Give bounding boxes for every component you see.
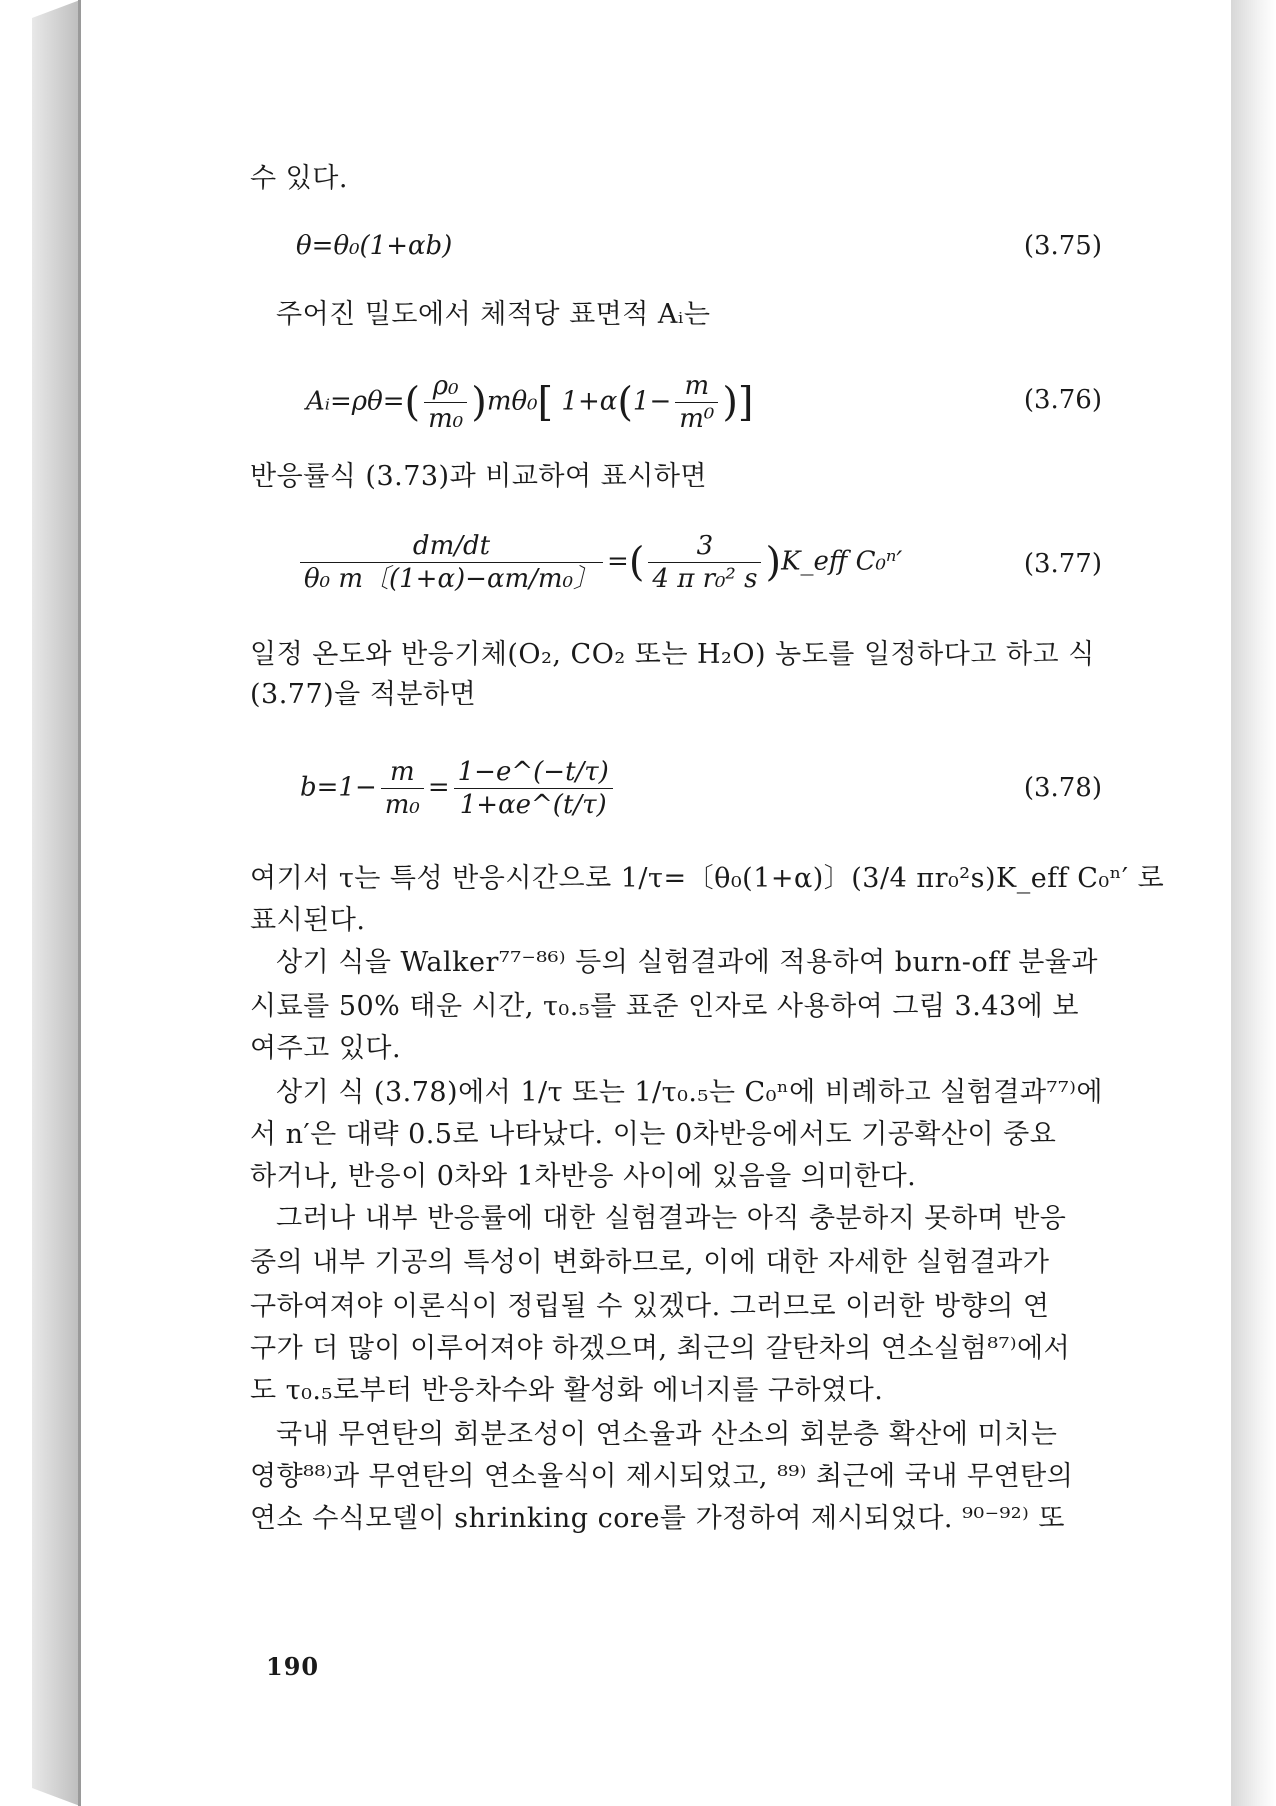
fraction (454, 756, 613, 821)
text-line: 여주고 있다. (250, 1033, 402, 1064)
equation-number: (3.78) (1023, 773, 1102, 803)
text-line: (3.77)을 적분하면 (250, 679, 477, 710)
equation-term: 1− (632, 386, 672, 417)
text-line: 영향⁸⁸⁾과 무연탄의 연소율식이 제시되었고, ⁸⁹⁾ 최근에 국내 무연탄의 (250, 1461, 1074, 1492)
fraction (648, 530, 761, 595)
text-line: 그러나 내부 반응률에 대한 실험결과는 아직 충분하지 못하며 반응 (276, 1203, 1067, 1234)
equation-term: K_eff C₀ⁿ′ (781, 546, 903, 577)
equation-term: 1+α (561, 386, 618, 417)
text-line: 중의 내부 기공의 특성이 변화하므로, 이에 대한 자세한 실험결과가 (250, 1247, 1050, 1278)
equation-body: θ=θ₀(1+αb) (296, 231, 453, 261)
text-line: 국내 무연탄의 회분조성이 연소율과 산소의 회분층 확산에 미치는 (276, 1419, 1058, 1450)
book-spine (32, 0, 80, 1806)
page-edge-shadow (1231, 0, 1276, 1806)
text-line: 일정 온도와 반응기체(O₂, CO₂ 또는 H₂O) 농도를 일정하다고 하고 식 (250, 639, 1095, 670)
text-line: 표시된다. (250, 905, 366, 936)
fraction (381, 756, 424, 821)
text-line: 하거나, 반응이 0차와 1차반응 사이에 있음을 의미한다. (250, 1161, 917, 1192)
text-line: 여기서 τ는 특성 반응시간으로 1/τ=〔θ₀(1+α)〕(3/4 πr₀²s)K_eff C₀ⁿ′ 로 (250, 863, 1165, 894)
equation-term: mθ₀ (486, 386, 538, 417)
fraction-numerator: 3 (648, 530, 761, 563)
equals-sign: = (607, 546, 629, 577)
fraction-numerator: m (381, 756, 424, 789)
equation-3-77: $\frac{dm/dt}{\text{θ₀ m〔(1+α)−αm/m₀〕}}$ =( $\frac{3}{\text{4 π r₀² s}}$ )K_eff C₀ⁿ′ (296, 530, 902, 595)
text-line: 구가 더 많이 이루어져야 하겠으며, 최근의 갈탄차의 연소실험⁸⁷⁾에서 (250, 1333, 1071, 1364)
fraction-denominator: 4 π r₀² s (652, 564, 758, 594)
equation-number: (3.75) (1023, 231, 1102, 261)
equals-sign: = (427, 772, 450, 803)
page-number: 190 (266, 1652, 320, 1681)
text-line: 상기 식을 Walker⁷⁷⁻⁸⁶⁾ 등의 실험결과에 적용하여 burn-off 분율과 (276, 947, 1098, 978)
fraction (300, 530, 603, 595)
equation-lhs: b=1− (300, 772, 377, 803)
text-line: 상기 식 (3.78)에서 1/τ 또는 1/τ₀.₅는 C₀ⁿ에 비례하고 실험결과⁷⁷⁾에 (276, 1077, 1103, 1108)
equation-3-78 (300, 756, 617, 821)
text-line: 시료를 50% 태운 시간, τ₀.₅를 표준 인자로 사용하여 그림 3.43에 보 (250, 991, 1079, 1022)
equation-lhs: Aᵢ=ρθ= (306, 386, 405, 417)
fraction-denominator: θ₀ m〔(1+α)−αm/m₀〕 (304, 564, 600, 594)
equation-number: (3.76) (1023, 385, 1102, 415)
fraction-numerator: m (675, 370, 718, 403)
fraction-numerator: 1−e^(−t/τ) (454, 756, 613, 789)
fraction-numerator: ρ₀ (424, 370, 467, 403)
text-line: 구하여져야 이론식이 정립될 수 있겠다. 그러므로 이러한 방향의 연 (250, 1291, 1050, 1322)
text-line: 도 τ₀.₅로부터 반응차수와 활성화 에너지를 구하였다. (250, 1375, 884, 1406)
text-line: 서 n′은 대략 0.5로 나타났다. 이는 0차반응에서도 기공확산이 중요 (250, 1119, 1057, 1150)
fraction-denominator: m₀ (428, 404, 464, 434)
equation-3-75 (296, 230, 452, 262)
fraction (675, 370, 718, 435)
text-line: 연소 수식모델이 shrinking core를 가정하여 제시되었다. ⁹⁰⁻⁹²⁾ 또 (250, 1503, 1065, 1534)
fraction-denominator: m⁰ (679, 404, 715, 434)
text-line: 수 있다. (250, 163, 348, 194)
fraction-denominator: 1+αe^(t/τ) (459, 790, 607, 820)
text-line: 반응률식 (3.73)과 비교하여 표시하면 (250, 461, 707, 492)
fraction-numerator: dm/dt (300, 530, 603, 563)
equation-number: (3.77) (1023, 549, 1102, 579)
equation-3-76: Aᵢ=ρθ=( $\frac{\text{ρ₀}}{\text{m₀}}$ )mθ₀[ 1+α(1− $\frac{m}{\text{m⁰}}$ )] (306, 371, 754, 434)
fraction-denominator: m₀ (384, 790, 420, 820)
fraction (424, 370, 467, 435)
text-line: 주어진 밀도에서 체적당 표면적 Aᵢ는 (276, 299, 711, 330)
